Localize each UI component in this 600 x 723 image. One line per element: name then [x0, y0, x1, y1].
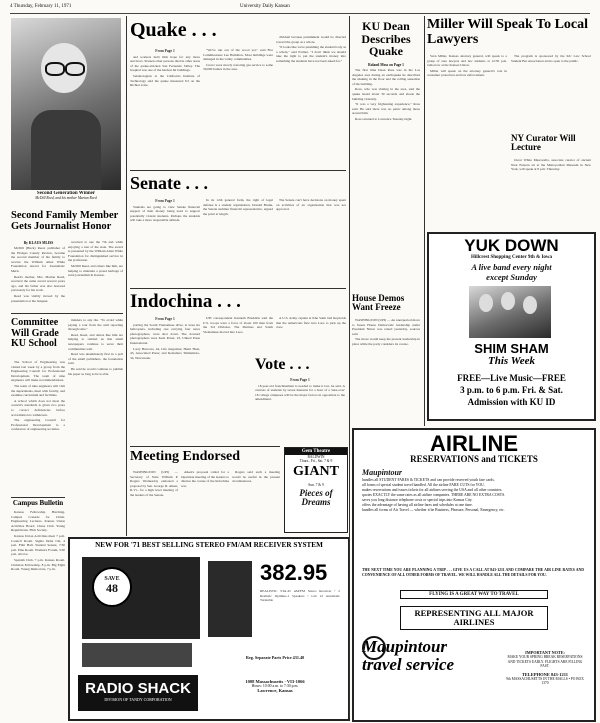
indochina-col2: UPI correspondent Kenneth Braddick said the U.S. troops were a force of about 100 men from the 3rd Division. The Marines and South Vietnamese moved into Laos. [203, 316, 273, 334]
demos-body: WASHINGTON (UPI) — An unexpected move to freeze House Democratic leadership under President Nixon was raised yesterday, sources said. The move would keep the present leadership in place while the party considers its course. [352, 318, 420, 346]
airline-bullet: offers the advantage of having all airline fares and schedules at one time. [362, 502, 473, 507]
airline-notice-title: IMPORTANT NOTE: [525, 650, 565, 655]
committee-story-text: The School of Engineering was visited last week by a group from the Engineering Council for Professional Development. The team of nine engineers will make recommendations. [11, 360, 65, 383]
yuk-free: FREE—Live Music—FREE [457, 373, 566, 383]
airline-address: 9th MASSACHUSETTS IN THE MALLS • PO BOX 1370 [506, 676, 584, 685]
senate-text: Students are going to view Senate financial support of their money being used to support potentially violent students. Perhaps the students will take a more responsible attitude. [130, 204, 200, 223]
column-rule [126, 16, 127, 536]
radio-ad-title: NEW FOR '71 BEST SELLING STEREO FM/AM RECEIVER SYSTEM [95, 541, 323, 549]
miller-headline: Miller Will Speak To Local Lawyers [427, 18, 589, 47]
airline-brand: Maupintour travel service [362, 637, 455, 674]
airline-next-time: THE NEXT TIME YOU ARE PLANNING A TRIP . . . GIVE US A CALL AT 843-1211 AND COMPARE THE AIR LINE RATES AND CONVENIENCE OF ALL OTHER FORMS OF TRAVEL. WE WILL HANDLE ALL THE DETAILS FOR YOU. [362, 568, 584, 577]
radio-hours: Hours: 10:00 a.m. to 7:30 p.m. [251, 684, 299, 688]
quake-col1: From Page 1 and workers held little hope for any more survivors. Sixteen other persons died in other areas of the quake-stricken San Fernando Valley. The hospital was one of the hardest hit buildings. Seismologists at the California Institute of Technology said the quake measured 6.5 on the Richter scale. [130, 49, 200, 88]
photo-caption-block [11, 191, 121, 200]
senate-col2: In its 12th general form, the right of legal defense is a student organization. Donald Brunk, the Senate summer financial representative, argued the point at length. [203, 198, 273, 216]
radio-city: Lawrence, Kansas [257, 688, 293, 693]
radio-shack-logo [78, 675, 198, 711]
airline-bullets [362, 478, 586, 513]
photo-caption: Second Generation Winner [36, 191, 96, 196]
gem-dates: Thurs., Fri., Sat. 7 & 9 [299, 459, 333, 463]
committee-headline: Committee Will Grade KU School [11, 318, 59, 349]
dean-text: The first time Dean Ross was in the Los Angeles area during an earthquake he described the shaking in the floor and the rolling sensation of the building. [352, 68, 420, 86]
radio-price: 382.95 [260, 560, 328, 585]
column-rule [424, 16, 425, 426]
committee-story-col2: minders to any tile. "To avoid while paying a tour from the stall reporting through state." Reed, Reed, and others like him are helping to remind us that small newspapers continue to serve their communities well. Reed was unanimously first in a poll of the small publishers, the foundation said. He said he would continue to publish his paper as long as he is able. [68, 318, 123, 376]
dean-body: The first time Dean Ross was in the Los Angeles area during an earthquake he described the shaking in the floor and the rolling sensation of the building. Ross, who was visiting in the area, said the quake lasted about 30 seconds and shook the building violently. "It was a very frightening experience," Ross said. He said there was no panic among those around him. Ross returned to Lawrence Tuesday night. [352, 68, 420, 121]
demos-text: WASHINGTON (UPI) — An unexpected move to freeze House Democratic leadership under President Nixon was raised yesterday, sources said. [352, 318, 420, 336]
indochina-text: porting the South Vietnamese drive, at least six helicopters, including one carrying four news photographers, were shot down. The downed photographers were Kent Potter, 23, United Press International. [130, 322, 200, 345]
yuk-title: YUK DOWN [464, 236, 559, 255]
left-divider [11, 313, 123, 314]
speaker-right [208, 561, 252, 637]
airline-representing: REPRESENTING ALL MAJOR AIRLINES [400, 606, 548, 630]
body-shape [31, 110, 101, 190]
vote-from: From Page 1 [290, 378, 310, 382]
quake-col3: dividual because punishment would be directed toward the group as a whole. "It looks like we're punishing the student body as a whole," said Farmer. "I don't think we should take the right to put the student's money into something the students have not been asked for." [276, 35, 346, 63]
save-badge-amount: 48 [106, 581, 118, 595]
vote-body [255, 377, 345, 445]
senate-headline: Senate . . . [130, 174, 208, 193]
senate-rule [130, 170, 346, 171]
yuk-week: This Week [488, 355, 535, 367]
endorsed-rule [130, 446, 280, 447]
globe-icon [362, 636, 386, 660]
gem-film1: GIANT [293, 464, 339, 479]
bulletin-body: Kansas Fellowship Hatching. Campus Crusade for Christ. Engineering Lectures. Kansas Union Activities Board. Chess Club. Young Republicans. Film Society. Kansas Union Activities meet 7 p.m. Council Room. Sigma Delta Chi, 4 p.m. Flint Hall. Student Senate, 7:30 p.m. Pine Room. Women's Forum, 3:30 p.m. Alcove. Spanish Club, 7 p.m. Kansas Room. Christian Fellowship, 8 p.m. Big Eight Room. Young Democrats, 7 p.m. [11, 510, 65, 572]
miller-col2: The program is sponsored by the KU Law School Student Bar Association and is open to the public. [511, 54, 591, 63]
glasses-left [45, 62, 65, 76]
radio-shack-ad [68, 537, 350, 721]
endorsed-col3: Rogers said such a meeting would be useful in the present circumstances. [232, 470, 280, 484]
yuk-line2: except Sunday [486, 271, 537, 282]
demos-headline: House Demos Want Freeze [352, 294, 405, 313]
senate-col1 [130, 198, 200, 286]
radio-brand-sub: DIVISION OF TANDY CORPORATION [104, 697, 172, 702]
quake-text: and workers held little hope for any more survivors. Sixteen other persons died in other areas of the quake-stricken San Fernando Valley. The hospital was one of the hardest hit buildings. [130, 54, 200, 73]
column-rule [349, 16, 350, 718]
dean-byline: Roland Moss on Page 1 [368, 63, 404, 67]
airline-bullet: handles all forms of Air Travel — whether it be Business, Pleasure, Personal, Emergency, etc. [362, 507, 505, 512]
band-photo [469, 286, 551, 338]
gem-theatre-ad [284, 447, 348, 533]
vote-text: 18-year-old franchisement is needed to make it law, he said. A canvass of students by seven Kansans for a hour of a 'take-over' 18 college campuses will be the major factors in opposition to the amendment. [255, 383, 345, 402]
yuk-admission: Admission with KU ID [467, 397, 556, 407]
gem-city: BALDWIN [307, 455, 325, 459]
bulletin-text: Kansas Fellowship Hatching. Campus Crusade for Christ. Engineering Lectures. Kansas Union Activities Board. Chess Club. Young Republicans. Film Society. [11, 510, 65, 533]
quake-from: From Page 1 [155, 49, 175, 53]
folio-center: University Daily Kansan [240, 4, 290, 9]
quake-headline: Quake . . . [130, 20, 217, 41]
airline-bullet: handles all STUDENT FARES & TICKETS and can provide reserved youth fare cards. [362, 477, 495, 482]
airline-bullet: makes reservations and issues tickets for all airlines serving the USA and all other countries. [362, 487, 503, 492]
senate-col3: The Senate can't have decisions on money spent on activities of an organization that was not approved. [276, 198, 346, 212]
airline-title: AIRLINE [430, 431, 518, 456]
endorsed-text: WASHINGTON (UPI) — Secretary of State William P. Rogers Wednesday endorsed a proposal by Sen. George D. Aiken, R-Vt., for a high level meeting of the leaders of the Senate. [130, 470, 178, 497]
left-byline: By KLAUS MLISS [23, 241, 54, 245]
yuk-down-ad [427, 232, 596, 421]
yuk-line1: A live band every night [471, 261, 552, 272]
folio-left: 4 Thursday, February 11, 1971 [10, 4, 72, 9]
yuk-times: 3 p.m. to 6 p.m. Fri. & Sat. [460, 385, 563, 395]
left-story-text: McDill (Huck) Reed, publisher of the Hodges County Review, became the second member of his family to receive the William Allen White Foundation Award for Journalistic Merit. [11, 246, 65, 273]
ny-curator-text: Oscar White Muscarella, associate curator of ancient Near Eastern art at the Metropolitan Museum in New York, will speak at 8 p.m. Thursday. [511, 158, 591, 172]
left-story-col2: received is one the 7th and while enjoying a tour of the state. The award is presented by the William Allen White Foundation for distinguished service in the profession. McDill Reed, and others like him, are helping to maintain a proud heritage of rural journalism in Kansas. [68, 240, 123, 278]
airline-subtitle: RESERVATIONS and TICKETS [410, 454, 538, 465]
committee-story-col1: The School of Engineering was visited last week by a group from the Engineering Council for Professional Development. The team of nine engineers will make recommendations. The team of nine engineers will visit the departments, meet with faculty, and examine curriculum and facilities. A school which does not meet the council's standards is given two years to correct deficiencies before accreditation is withdrawn. The engineering Council for Professional Development is a conference of engineering societies. [11, 360, 65, 432]
quake-col2: "We've run out of the wood yet," said Fire Commissioner Lee Hamilton. Most buildings were damaged in the valley communities. Crews were slowly restoring gas service to some 30,000 homes in the area. [203, 48, 273, 72]
indochina-from: From Page 1 [155, 317, 175, 321]
yuk-sub: Hillcrest Shopping Center 9th & Iowa [470, 254, 553, 260]
ny-curator-headline: NY Curator Will Lecture [511, 134, 576, 153]
left-story-col1: McDill (Huck) Reed, publisher of the Hodges County Review, became the second member of his family to receive the William Allen White Foundation Award for Journalistic Merit. Reed's mother, Mrs. Marian Reed, received the same award several years ago, and his father was also honored previously for his work. Reed was visibly moved by the presentation at the banquet. [11, 246, 65, 303]
airline-bullet: all forms of special student travel handled. All the airline FARE CUTS for YOU. [362, 482, 485, 487]
indochina-col3: A U.S. Army captain at Khe Sanh told Reynolds that the Americans flew into Laos to pick up the crew. [276, 316, 346, 330]
indochina-headline: Indochina . . . [130, 292, 241, 312]
senate-from: From Page 1 [155, 199, 175, 203]
dean-headline: KU Dean Describes Quake [361, 20, 411, 58]
left-headline: Second Family Member Gets Journalist Honor [11, 210, 119, 233]
endorsed-headline: Meeting Endorsed [130, 450, 241, 464]
radio-brand: RADIO SHACK [85, 680, 191, 697]
receiver-unit [82, 643, 192, 667]
bulletin-rule [11, 497, 65, 498]
airline-flying: FLYING IS A GREAT WAY TO TRAVEL [400, 590, 548, 599]
band-face-2 [501, 292, 515, 310]
radio-features: REALISTIC STA-45 AM/FM Stereo Receiver • 2 Realistic Optimus-1 Speakers • Lab 12 Automatic Turntable [260, 589, 340, 603]
airline-bullet: saves you long distance telephone costs or special trips into Kansas City. [362, 497, 473, 502]
gem-show: Sun. 7 & 9 [308, 482, 324, 487]
vote-headline: Vote . . . [255, 357, 310, 373]
endorsed-col1 [130, 470, 178, 532]
airline-notice-block [504, 650, 586, 685]
radio-regular: Reg. Separate Parts Price 431.40 [245, 655, 305, 660]
airline-ad [352, 428, 596, 722]
endorsed-col2: Aiken's proposal called for a bipartisan meeting of the leaders to discuss the course of the Indochina war. [181, 470, 229, 488]
save-badge-top: SAVE [104, 576, 120, 582]
save-badge [92, 567, 132, 607]
bulletin-title: Campus Bulletin [12, 500, 64, 507]
indochina-col1: From Page 1 porting the South Vietnamese drive, at least six helicopters, including one carrying four news photographers, were shot down. The downed photographers were Kent Potter, 23, United Press International. Larry Burrows, 44, Life magazine; Henri Huet, 43, Associated Press; and Keizaburo Shimamoto, 34, Newsweek. [130, 317, 200, 360]
indochina-rule [130, 288, 346, 289]
folio-line [10, 3, 590, 14]
airline-phone: TELEPHONE 843-1211 [521, 671, 569, 677]
airline-notice: MAKE YOUR SPRING BREAK RESERVATIONS AND TICKETS EARLY. FLIGHTS ARE FILLING FAST. [507, 655, 583, 668]
yuk-band: SHIM SHAM [474, 341, 549, 356]
reed-photo [11, 18, 121, 190]
gem-theatre-name: Gem Theatre [285, 448, 347, 455]
gem-film2: Pieces of Dreams [299, 487, 333, 507]
miller-text: Vern Miller, Kansas attorney general, will speak to a group of area lawyers and law students at 12:30 p.m. tomorrow at the Kansas Union. [427, 54, 507, 68]
radio-address: 1008 Massachusetts · VI3-1066 [245, 679, 305, 684]
glasses-right [65, 62, 85, 76]
photo-credit: McDill Reed, and his mother Marian Reed [35, 196, 97, 200]
miller-col1: Vern Miller, Kansas attorney general, will speak to a group of area lawyers and law students at 12:30 p.m. tomorrow at the Kansas Union. Miller will speak on the attorney general's role in consumer protection and law enforcement. [427, 54, 507, 78]
radio-address-block [210, 679, 340, 693]
ny-curator-body [511, 158, 591, 228]
airline-bullet: quotes EXACTLY the same rates as all airline companies. THERE ARE NO EXTRA COSTS. [362, 492, 506, 497]
airline-brand-small: Maupintour [362, 467, 403, 477]
band-face-1 [479, 294, 493, 312]
band-face-3 [523, 296, 537, 314]
